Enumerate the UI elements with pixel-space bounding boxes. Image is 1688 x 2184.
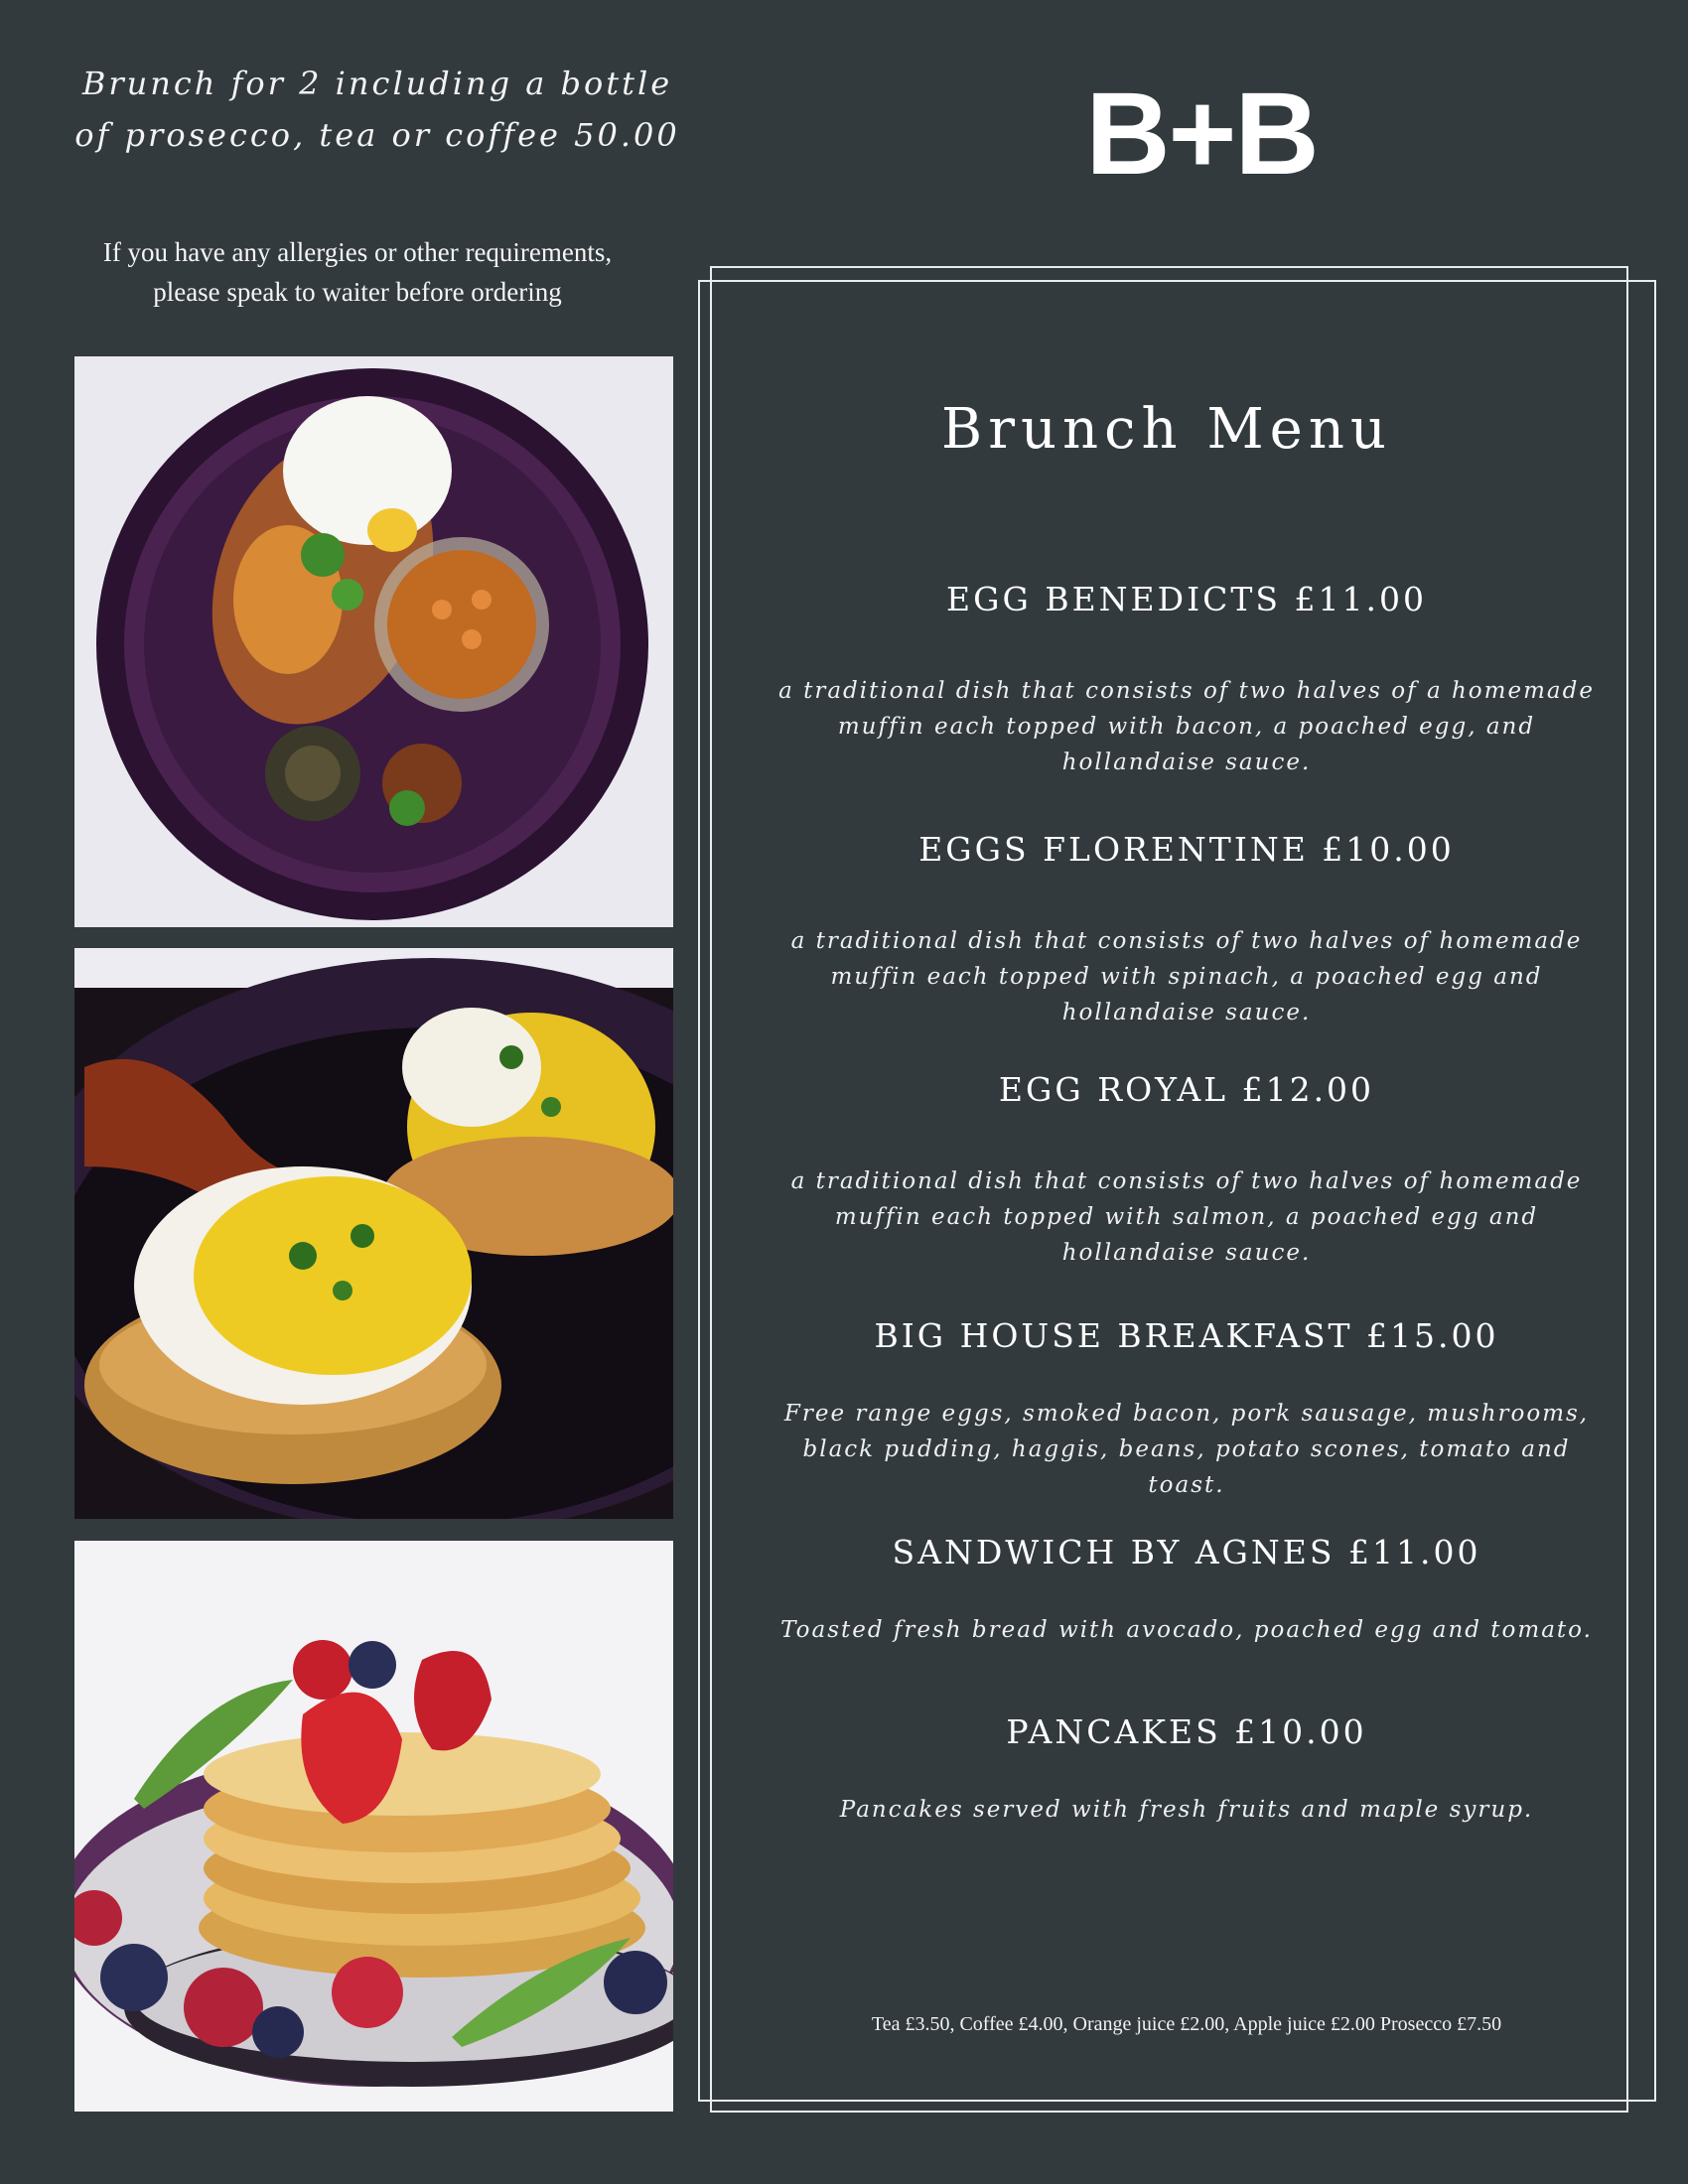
promo-text	[60, 58, 695, 161]
menu-item-name: SANDWICH BY AGNES £11.00	[892, 1533, 1481, 1571]
photo-eggs-benedict	[74, 948, 673, 1519]
promo-line-2: of prosecco, tea or coffee 50.00	[74, 116, 680, 154]
menu-item-egg-royal	[765, 1068, 1609, 1271]
menu-item-eggs-florentine	[765, 828, 1609, 1030]
promo-line-1: Brunch for 2 including a bottle	[81, 65, 673, 102]
menu-item-description: Free range eggs, smoked bacon, pork sausage, mushrooms, black pudding, haggis, beans, potato scones, tomato and toast.	[783, 1401, 1590, 1498]
photo-breakfast-plate	[74, 356, 673, 927]
menu-item-name: EGGS FLORENTINE £10.00	[918, 830, 1455, 869]
menu-item-egg-benedicts	[765, 578, 1609, 780]
photo-pancakes	[74, 1541, 673, 2112]
menu-item-name: EGG BENEDICTS £11.00	[946, 580, 1427, 618]
menu-item-big-house-breakfast	[765, 1314, 1609, 1503]
menu-item-name: EGG ROYAL £12.00	[998, 1070, 1375, 1109]
menu-item-description: a traditional dish that consists of two halves of a homemade muffin each topped with bacon, a poached egg, and hollandaise sauce.	[778, 678, 1595, 775]
menu-item-description: a traditional dish that consists of two halves of homemade muffin each topped with salmon, a poached egg and hollandaise sauce.	[790, 1168, 1583, 1266]
allergy-notice	[40, 232, 675, 312]
menu-item-sandwich-by-agnes	[765, 1531, 1609, 1648]
menu-item-description: a traditional dish that consists of two halves of homemade muffin each topped with spinach, a poached egg and hollandaise sauce.	[790, 928, 1583, 1025]
menu-item-pancakes	[765, 1710, 1609, 1828]
allergy-line-2: please speak to waiter before ordering	[153, 277, 562, 307]
drinks-price-list: Tea £3.50, Coffee £4.00, Orange juice £2.00, Apple juice £2.00 Prosecco £7.50	[871, 2013, 1502, 2035]
allergy-line-1: If you have any allergies or other requirements,	[102, 237, 613, 267]
menu-item-description: Toasted fresh bread with avocado, poached egg and tomato.	[780, 1617, 1593, 1643]
menu-item-name: PANCAKES £10.00	[1006, 1712, 1367, 1751]
logo: B+B	[1085, 68, 1318, 200]
menu-title: Brunch Menu	[941, 397, 1392, 462]
menu-item-name: BIG HOUSE BREAKFAST £15.00	[874, 1316, 1499, 1355]
menu-item-description: Pancakes served with fresh fruits and maple syrup.	[839, 1797, 1534, 1823]
